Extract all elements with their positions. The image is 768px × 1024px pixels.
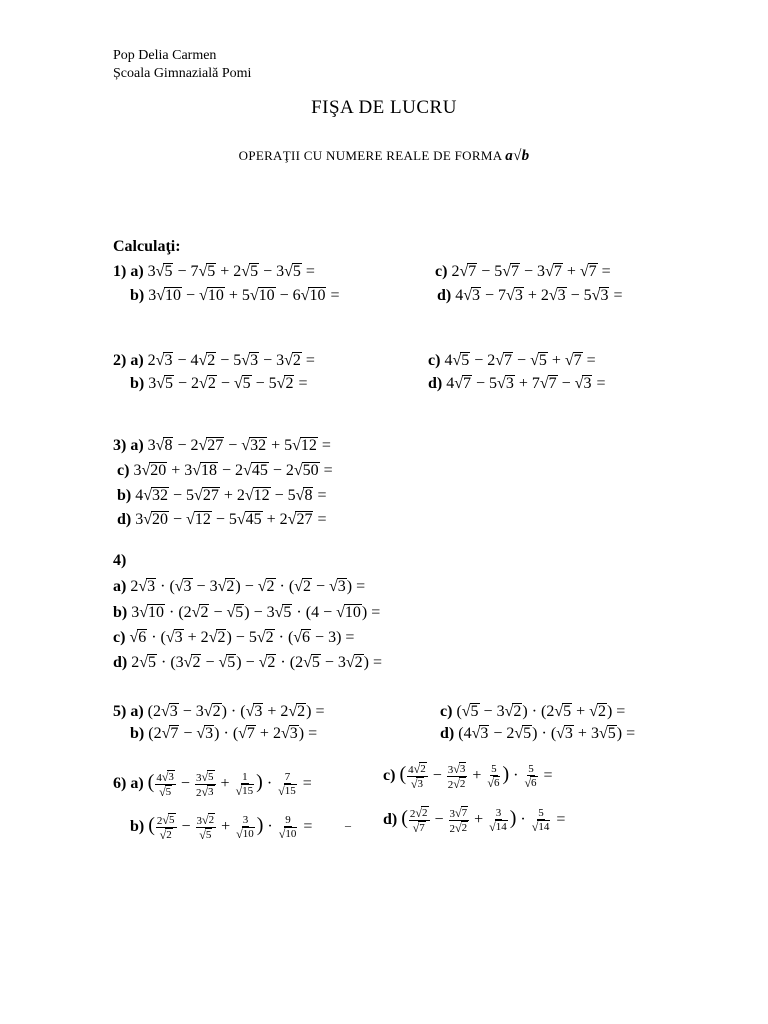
exercise-expression: √ 6 · ( √ 3 + 2 √ 2 ) − 5 √ 2 · ( √ 6 − 3) = [129, 629, 355, 646]
exercise-label: c) [435, 263, 448, 280]
exercise-expression: 3 √ 10 − √ 10 + 5 √ 10 − 6 √ 10 = [148, 287, 340, 304]
exercise-label: b) [117, 487, 132, 504]
exercise-label: b) [130, 725, 145, 742]
exercise-3d [117, 510, 326, 530]
exercise-label: a) [113, 578, 127, 595]
exercise-label: 6) a) [113, 775, 144, 793]
exercise-expression: (4 √ 3 − 2 √ 5 ) · ( √ 3 + 3 √ 5 ) = [458, 725, 636, 742]
exercise-expression: (2 √ 7 − √ 3 ) · ( √ 7 + 2 √ 3 ) = [148, 725, 318, 742]
exercise-label: d) [440, 725, 455, 742]
exercise-expression: 2 √ 3 − 4 √ 2 − 5 √ 3 − 3 √ 2 = [147, 352, 315, 369]
exercise-expression: 2 √ 7 − 5 √ 7 − 3 √ 7 + √ 7 = [451, 263, 611, 280]
exercise-2c [428, 351, 596, 371]
exercise-label: 1) a) [113, 263, 144, 280]
exercise-5b [130, 724, 317, 744]
exercise-expression: 2 √ 3 · ( √ 3 − 3 √ 2 ) − √ 2 · ( √ 2 − √ 3 ) = [130, 578, 366, 595]
exercise-label: c) [428, 352, 441, 369]
author-name: Pop Delia Carmen [113, 48, 217, 63]
exercise-3c [117, 461, 333, 481]
exercise-label: b) [130, 375, 145, 392]
exercise-expression: ( 2 √ 5 √ 2 − 3 √ 2 √ 5 + 3 √ 10 ) · 9 √ 10 = [148, 813, 313, 842]
exercise-label: d) [428, 375, 443, 392]
exercise-expression: ( 4 √ 3 √ 5 − 3 √ 5 2 √ 3 + 1 √ 15 ) · 7 √ 15 = [147, 770, 312, 799]
exercise-expression: 4 √ 7 − 5 √ 3 + 7 √ 7 − √ 3 = [446, 375, 606, 392]
exercise-expression: ( 4 √ 2 √ 3 − 3 √ 3 2 √ 2 + 5 √ 6 ) · 5 √ 6 = [399, 762, 553, 791]
exercise-label: b) [130, 818, 145, 836]
exercise-expression: 4 √ 3 − 7 √ 3 + 2 √ 3 − 5 √ 3 = [455, 287, 623, 304]
exercise-label: c) [113, 629, 126, 646]
exercise-label: 4) [113, 552, 127, 569]
exercise-expression: 4 √ 5 − 2 √ 7 − √ 5 + √ 7 = [444, 352, 596, 369]
exercise-label: d) [113, 654, 128, 671]
exercise-expression: 4 √ 32 − 5 √ 27 + 2 √ 12 − 5 √ 8 = [135, 487, 327, 504]
exercise-label: c) [383, 767, 396, 785]
exercise-1d [437, 286, 622, 306]
exercise-4-label [113, 551, 126, 571]
exercise-3a [113, 436, 331, 456]
page-title: FIŞA DE LUCRU [311, 97, 457, 118]
school-name: Școala Gimnazială Pomi [113, 66, 252, 81]
exercise-label: d) [383, 811, 398, 829]
subtitle-form: a√b [505, 148, 530, 164]
exercise-label: d) [117, 511, 132, 528]
exercise-4c [113, 628, 354, 648]
exercise-expression: ( 2 √ 2 √ 7 − 3 √ 7 2 √ 2 + 3 √ 14 ) · 5 √ 14 = [401, 806, 566, 835]
exercise-label: b) [130, 287, 145, 304]
exercise-4d [113, 653, 382, 673]
exercise-3b [117, 486, 326, 506]
exercise-5c [440, 702, 625, 722]
exercise-label: b) [113, 604, 128, 621]
stray-mark: – [345, 818, 351, 832]
exercise-6d [383, 806, 565, 835]
exercise-5d [440, 724, 635, 744]
exercise-1c [435, 262, 611, 282]
calculate-instruction: Calculaţi: [113, 238, 181, 255]
exercise-2a [113, 351, 315, 371]
exercise-label: c) [440, 703, 453, 720]
exercise-expression: 3 √ 5 − 7 √ 5 + 2 √ 5 − 3 √ 5 = [147, 263, 315, 280]
exercise-1a [113, 262, 315, 282]
exercise-expression: 3 √ 5 − 2 √ 2 − √ 5 − 5 √ 2 = [148, 375, 308, 392]
exercise-expression: ( √ 5 − 3 √ 2 ) · (2 √ 5 + √ 2 ) = [456, 703, 626, 720]
exercise-expression: 3 √ 20 − √ 12 − 5 √ 45 + 2 √ 27 = [135, 511, 327, 528]
exercise-6b [130, 813, 312, 842]
exercise-label: 3) a) [113, 437, 144, 454]
exercise-expression: 2 √ 5 · (3 √ 2 − √ 5 ) − √ 2 · (2 √ 5 − 3 √ 2 ) = [131, 654, 383, 671]
exercise-4a [113, 577, 365, 597]
exercise-1b [130, 286, 339, 306]
exercise-expression: 3 √ 10 · (2 √ 2 − √ 5 ) − 3 √ 5 · (4 − √ 10 ) = [131, 604, 381, 621]
exercise-label: 2) a) [113, 352, 144, 369]
exercise-6c [383, 762, 553, 791]
exercise-label: 5) a) [113, 703, 144, 720]
exercise-expression: (2 √ 3 − 3 √ 2 ) · ( √ 3 + 2 √ 2 ) = [147, 703, 325, 720]
exercise-expression: 3 √ 8 − 2 √ 27 − √ 32 + 5 √ 12 = [147, 437, 331, 454]
exercise-2d [428, 374, 605, 394]
exercise-6a [113, 770, 312, 799]
exercise-label: d) [437, 287, 452, 304]
exercise-4b [113, 603, 380, 623]
page-subtitle [0, 148, 768, 165]
exercise-label: c) [117, 462, 130, 479]
exercise-5a [113, 702, 325, 722]
exercise-expression: 3 √ 20 + 3 √ 18 − 2 √ 45 − 2 √ 50 = [133, 462, 333, 479]
exercise-2b [130, 374, 307, 394]
subtitle-text: OPERAŢII CU NUMERE REALE DE FORMA [238, 148, 502, 163]
